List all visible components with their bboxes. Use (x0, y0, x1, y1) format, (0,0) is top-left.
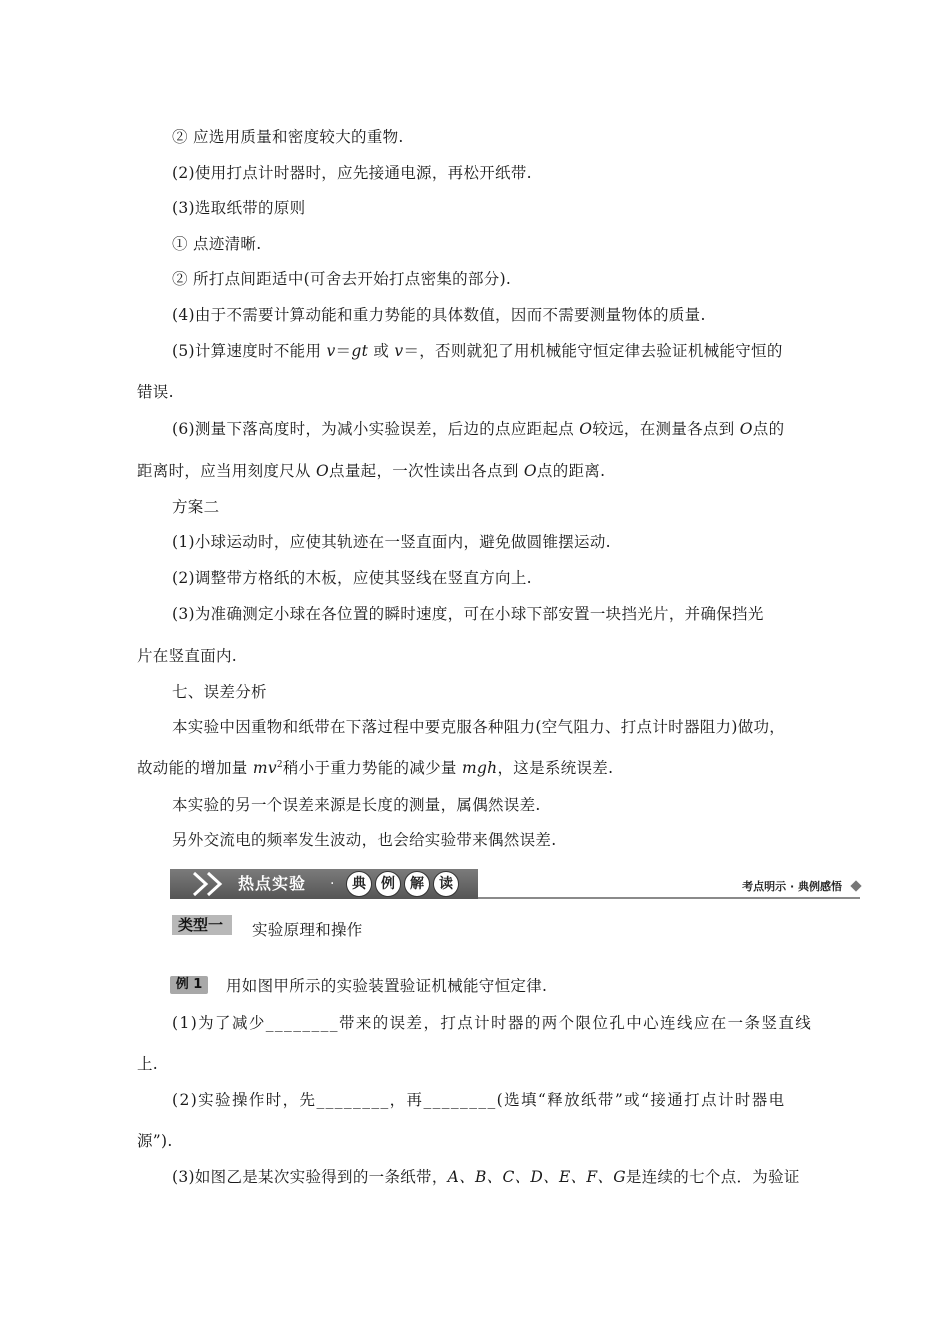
chevron-right-icon (206, 871, 224, 897)
example-label: 例 1 (170, 976, 208, 994)
banner-title: 热点实验 (238, 874, 307, 893)
section-heading: 七、误差分析 (172, 683, 267, 701)
text-line: 另外交流电的频率发生波动，也会给实验带来偶然误差. (172, 831, 557, 849)
text-run: 点的距离. (536, 462, 606, 480)
diamond-icon (850, 880, 861, 891)
text-line: (3)选取纸带的原则 (172, 199, 306, 217)
text-run: (3)如图乙是某次实验得到的一条纸带， (172, 1168, 448, 1186)
text-run: (5)计算速度时不能用 (172, 342, 327, 360)
text-line: (3)为准确测定小球在各位置的瞬时速度，可在小球下部安置一块挡光片，并确保挡光 (172, 605, 764, 623)
text-run: 点量起，一次性读出各点到 (329, 462, 524, 480)
superscript: 2 (276, 759, 283, 770)
var-o: O (523, 462, 537, 480)
question-line: (2)实验操作时，先________，再________(选填“释放纸带”或“接通打点计时器电 (172, 1091, 786, 1109)
banner-circle-group (346, 871, 459, 897)
text-line: (2)使用打点计时器时，应先接通电源，再松开纸带. (172, 164, 532, 182)
text-line (172, 340, 783, 362)
text-run: 较远，在测量各点到 (592, 420, 740, 438)
text-line (172, 418, 784, 440)
question-line: 上. (137, 1055, 159, 1073)
text-run: 点的 (752, 420, 785, 438)
text-line: 片在竖直面内. (137, 647, 238, 665)
banner-circle-char: 典 (346, 871, 372, 897)
banner-circle-char: 读 (433, 871, 459, 897)
type-title: 实验原理和操作 (252, 921, 363, 939)
banner-circle-char: 例 (375, 871, 401, 897)
text-line: 错误. (137, 383, 174, 401)
text-run: 距离时，应当用刻度尺从 (137, 462, 317, 480)
text-line: ① 点迹清晰. (172, 235, 262, 253)
var-mv: mv (252, 759, 277, 777)
var-v: v (326, 342, 336, 360)
text-run: ，这是系统误差. (497, 759, 614, 777)
var-gt: gt (351, 342, 369, 360)
var-v: v (394, 342, 404, 360)
text-run: (6)测量下落高度时，为减小实验误差，后边的点应距起点 (172, 420, 580, 438)
text-run: 稍小于重力势能的减少量 (282, 759, 462, 777)
text-run: 故动能的增加量 (137, 759, 253, 777)
banner-subtitle: 考点明示 · 典例感悟 (742, 880, 842, 893)
text-line: ② 所打点间距适中(可舍去开始打点密集的部分). (172, 270, 512, 288)
text-run: 或 (368, 342, 395, 360)
text-line: 方案二 (172, 498, 220, 516)
question-line: (1)为了减少________带来的误差，打点计时器的两个限位孔中心连线应在一条竖直线 (172, 1014, 813, 1032)
text-line: (4)由于不需要计算动能和重力势能的具体数值，因而不需要测量物体的质量. (172, 306, 706, 324)
text-line: (1)小球运动时，应使其轨迹在一竖直面内，避免做圆锥摆运动. (172, 533, 611, 551)
text-run: ＝，否则就犯了用机械能守恒定律去验证机械能守恒的 (403, 342, 783, 360)
text-line: 本实验中因重物和纸带在下落过程中要克服各种阻力(空气阻力、打点计时器阻力)做功， (172, 718, 786, 736)
text-run: 是连续的七个点．为验证 (625, 1168, 800, 1186)
example-intro: 用如图甲所示的实验装置验证机械能守恒定律. (226, 977, 548, 995)
banner-separator: · (330, 876, 335, 892)
type-label: 类型一 (172, 915, 232, 935)
question-line (172, 1166, 800, 1188)
var-o: O (579, 420, 593, 438)
question-line: 源”). (137, 1132, 173, 1150)
banner-rule (478, 897, 860, 899)
text-line (137, 460, 605, 482)
text-run: ＝ (335, 342, 352, 360)
banner-circle-char: 解 (404, 871, 430, 897)
text-line (137, 757, 613, 779)
text-line: (2)调整带方格纸的木板，应使其竖线在竖直方向上. (172, 569, 532, 587)
var-o: O (739, 420, 753, 438)
text-line: 本实验的另一个误差来源是长度的测量，属偶然误差. (172, 796, 541, 814)
section-banner (170, 869, 860, 903)
var-o: O (316, 462, 330, 480)
point-labels: A、B、C、D、E、F、G (447, 1168, 626, 1186)
var-mgh: mgh (461, 759, 498, 777)
text-line: ② 应选用质量和密度较大的重物. (172, 128, 404, 146)
